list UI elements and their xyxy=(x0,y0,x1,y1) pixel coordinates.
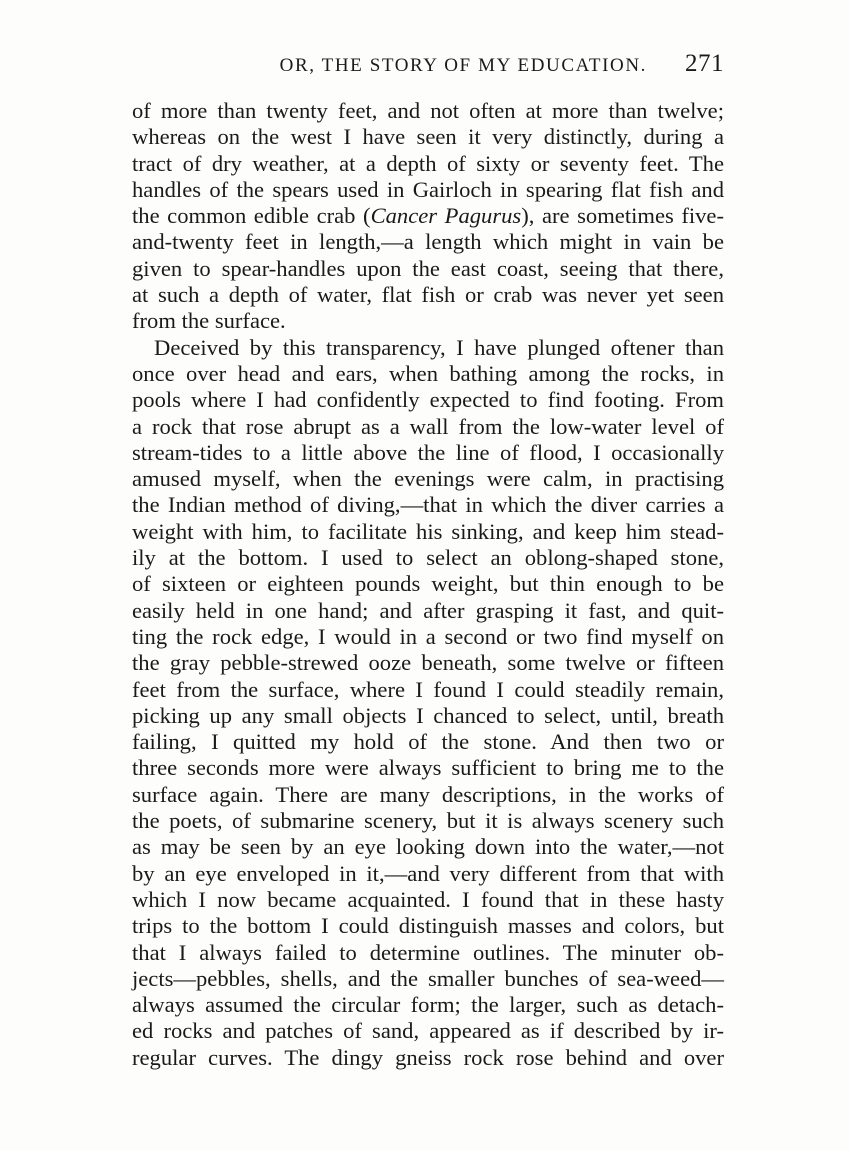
text-line: the gray pebble-strewed ooze beneath, some twelve or fifteen xyxy=(132,650,724,676)
text-line: that I always failed to determine outlines. The minuter ob- xyxy=(132,939,724,965)
text-line: stream-tides to a little above the line of flood, I occasionally xyxy=(132,439,724,465)
text-line: easily held in one hand; and after grasping it fast, and quit- xyxy=(132,597,724,623)
text-line: of sixteen or eighteen pounds weight, but thin enough to be xyxy=(132,571,724,597)
text-segment: the common edible crab ( xyxy=(132,203,371,229)
text-line: three seconds more were always sufficient to bring me to the xyxy=(132,755,724,781)
text-line: from the surface. xyxy=(132,308,286,334)
text-line: jects—pebbles, shells, and the smaller bunches of sea-weed— xyxy=(132,965,724,991)
text-line: regular curves. The dingy gneiss rock rose behind and over xyxy=(132,1044,724,1070)
text-line: which I now became acquainted. I found that in these hasty xyxy=(132,886,724,912)
text-line: once over head and ears, when bathing among the rocks, in xyxy=(132,360,724,386)
body-text xyxy=(132,98,724,1071)
text-segment: ), are sometimes five- xyxy=(521,203,724,229)
text-line: a rock that rose abrupt as a wall from the low-water level of xyxy=(132,413,724,439)
running-title: OR, THE STORY OF MY EDUCATION. xyxy=(279,55,647,76)
text-line: given to spear-handles upon the east coast, seeing that there, xyxy=(132,255,724,281)
text-line: at such a depth of water, flat fish or crab was never yet seen xyxy=(132,282,724,308)
text-line: amused myself, when the evenings were calm, in practising xyxy=(132,466,724,492)
text-line: whereas on the west I have seen it very distinctly, during a xyxy=(132,124,724,150)
text-line xyxy=(132,203,724,229)
text-line: as may be seen by an eye looking down into the water,—not xyxy=(132,834,724,860)
text-line: the poets, of submarine scenery, but it is always scenery such xyxy=(132,808,724,834)
text-line: tract of dry weather, at a depth of sixty or seventy feet. The xyxy=(132,150,724,176)
text-line: of more than twenty feet, and not often at more than twelve; xyxy=(132,98,724,123)
text-line: failing, I quitted my hold of the stone. And then two or xyxy=(132,729,724,755)
text-line: feet from the surface, where I found I could steadily remain, xyxy=(132,676,724,702)
page-number: 271 xyxy=(685,50,724,77)
text-line: weight with him, to facilitate his sinking, and keep him stead- xyxy=(132,518,724,544)
text-line: ed rocks and patches of sand, appeared as if described by ir- xyxy=(132,1018,724,1044)
text-line: always assumed the circular form; the larger, such as detach- xyxy=(132,992,724,1018)
text-line: the Indian method of diving,—that in which the diver carries a xyxy=(132,492,724,518)
species-name: Cancer Pagurus xyxy=(370,203,522,229)
text-line: by an eye enveloped in it,—and very different from that with xyxy=(132,860,724,886)
text-line: handles of the spears used in Gairloch in spearing flat fish and xyxy=(132,176,724,202)
running-head xyxy=(132,50,724,84)
text-line: surface again. There are many descriptions, in the works of xyxy=(132,781,724,807)
text-line: picking up any small objects I chanced to select, until, breath xyxy=(132,702,724,728)
text-line: and-twenty feet in length,—a length which might in vain be xyxy=(132,229,724,255)
text-line: trips to the bottom I could distinguish masses and colors, but xyxy=(132,913,724,939)
text-line: pools where I had confidently expected to find footing. From xyxy=(132,387,724,413)
text-line: Deceived by this transparency, I have plunged oftener than xyxy=(154,334,724,360)
text-line: ting the rock edge, I would in a second or two find myself on xyxy=(132,623,724,649)
text-line: ily at the bottom. I used to select an oblong-shaped stone, xyxy=(132,545,724,571)
